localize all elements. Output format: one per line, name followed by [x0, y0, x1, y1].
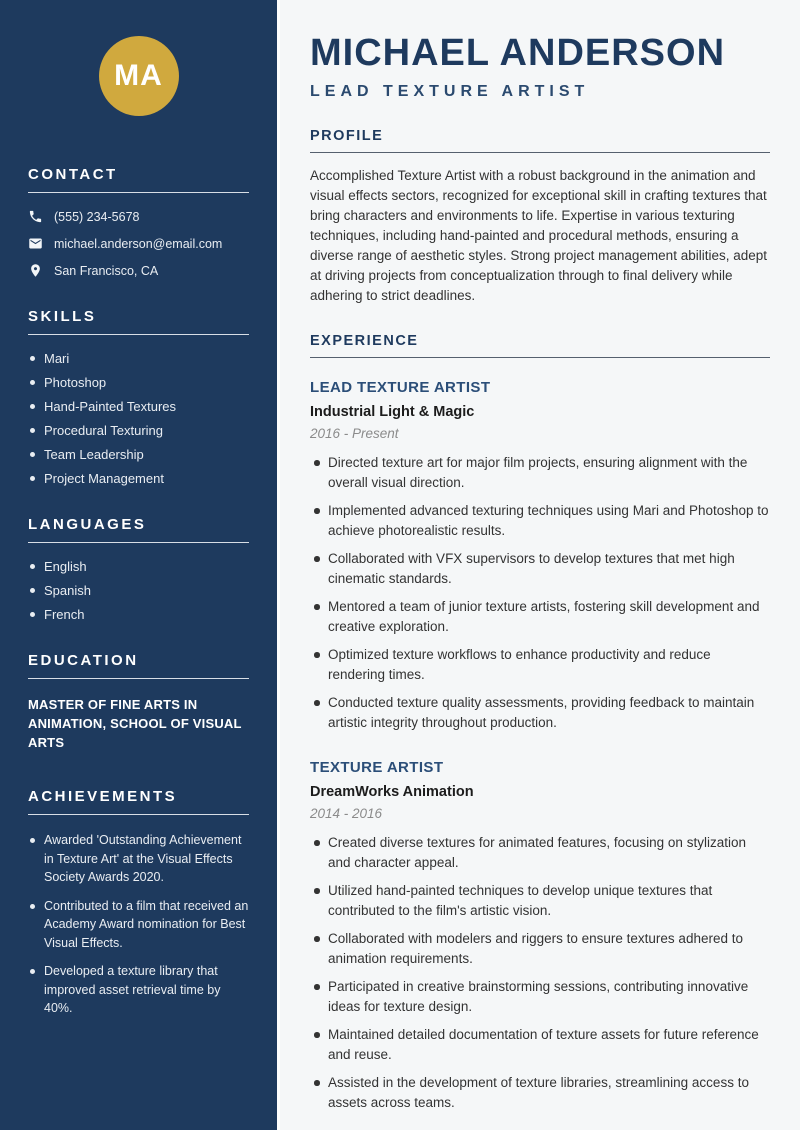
job-bullets: [310, 833, 770, 1112]
achievements-list: [28, 831, 249, 1018]
profile-text: Accomplished Texture Artist with a robust background in the animation and visual effects sectors, recognized for exceptional skill in crafting textures that bring characters and environments to life. Expertise in various texturing techniques, including hand-painted and procedural methods, ensuring a diverse range of aesthetic styles. Strong project management abilities, adept at driving projects from conceptualization through to final delivery while adhering to strict deadlines.: [310, 168, 768, 303]
job-title: TEXTURE ARTIST: [310, 759, 444, 776]
job-bullet: Utilized hand-painted techniques to develop unique textures that contributed to the film's artistic vision.: [310, 881, 770, 920]
language-item: French: [28, 607, 249, 622]
achievement-item: Developed a texture library that improved asset retrieval time by 40%.: [28, 962, 249, 1018]
contact-location-value: San Francisco, CA: [54, 263, 159, 278]
job-dates: 2014 - 2016: [310, 806, 383, 821]
skill-item: Mari: [28, 351, 249, 366]
job-bullet: Participated in creative brainstorming sessions, contributing innovative ideas for texture design.: [310, 977, 770, 1016]
job-bullet: Directed texture art for major film projects, ensuring alignment with the overall visual direction.: [310, 453, 770, 492]
job-bullet: Optimized texture workflows to enhance productivity and reduce rendering times.: [310, 645, 770, 684]
email-icon: [28, 236, 43, 251]
job-bullet: Collaborated with modelers and riggers to ensure textures adhered to animation requirements.: [310, 929, 770, 968]
education-section: [28, 652, 249, 752]
job-bullet: Maintained detailed documentation of texture assets for future reference and reuse.: [310, 1025, 770, 1064]
job-bullet: Collaborated with VFX supervisors to develop textures that met high cinematic standards.: [310, 549, 770, 588]
skill-item: Hand-Painted Textures: [28, 399, 249, 414]
skills-heading: SKILLS: [28, 308, 249, 335]
skills-section: [28, 308, 249, 486]
avatar: [99, 36, 179, 116]
location-pin-icon: [28, 263, 43, 278]
job-entry: [310, 379, 770, 732]
job-bullet: Implemented advanced texturing techniques using Mari and Photoshop to achieve photorealistic results.: [310, 501, 770, 540]
profile-heading: PROFILE: [310, 128, 770, 153]
contact-location-row: [28, 263, 249, 278]
job-bullet: Created diverse textures for animated features, focusing on stylization and character appeal.: [310, 833, 770, 872]
achievements-heading: ACHIEVEMENTS: [28, 788, 249, 815]
contact-email-value: michael.anderson@email.com: [54, 236, 223, 251]
achievements-section: [28, 788, 249, 1018]
achievement-item: Awarded 'Outstanding Achievement in Texture Art' at the Visual Effects Society Awards 2020.: [28, 831, 249, 887]
experience-heading: EXPERIENCE: [310, 333, 770, 358]
contact-heading: CONTACT: [28, 166, 249, 193]
experience-section: [310, 333, 770, 1112]
job-bullet: Mentored a team of junior texture artists, fostering skill development and creative exploration.: [310, 597, 770, 636]
skill-item: Photoshop: [28, 375, 249, 390]
languages-section: [28, 516, 249, 622]
job-bullet: Assisted in the development of texture libraries, streamlining access to assets across teams.: [310, 1073, 770, 1112]
languages-list: [28, 559, 249, 622]
education-heading: EDUCATION: [28, 652, 249, 679]
language-item: Spanish: [28, 583, 249, 598]
contact-email-row: [28, 236, 249, 251]
skills-list: [28, 351, 249, 486]
skill-item: Project Management: [28, 471, 249, 486]
job-entry: [310, 759, 770, 1112]
achievement-item: Contributed to a film that received an Academy Award nomination for Best Visual Effects.: [28, 897, 249, 953]
contact-section: [28, 166, 249, 278]
contact-phone-value: (555) 234-5678: [54, 209, 140, 224]
skill-item: Team Leadership: [28, 447, 249, 462]
job-bullet: Conducted texture quality assessments, providing feedback to maintain artistic integrity throughout production.: [310, 693, 770, 732]
profile-section: [310, 128, 770, 306]
sidebar: [0, 0, 280, 1130]
job-dates: 2016 - Present: [310, 426, 399, 441]
job-title: LEAD TEXTURE ARTIST: [310, 379, 491, 396]
language-item: English: [28, 559, 249, 574]
avatar-initials: MA: [114, 59, 163, 92]
skill-item: Procedural Texturing: [28, 423, 249, 438]
job-bullets: [310, 453, 770, 732]
education-degree: MASTER OF FINE ARTS IN ANIMATION, SCHOOL OF VISUAL ARTS: [28, 697, 242, 750]
person-name: MICHAEL ANDERSON: [310, 32, 726, 74]
job-company: Industrial Light & Magic: [310, 404, 475, 420]
person-title: LEAD TEXTURE ARTIST: [310, 83, 590, 100]
job-company: DreamWorks Animation: [310, 784, 474, 800]
languages-heading: LANGUAGES: [28, 516, 249, 543]
main-content: [280, 0, 800, 1130]
contact-phone-row: [28, 209, 249, 224]
phone-icon: [28, 209, 43, 224]
